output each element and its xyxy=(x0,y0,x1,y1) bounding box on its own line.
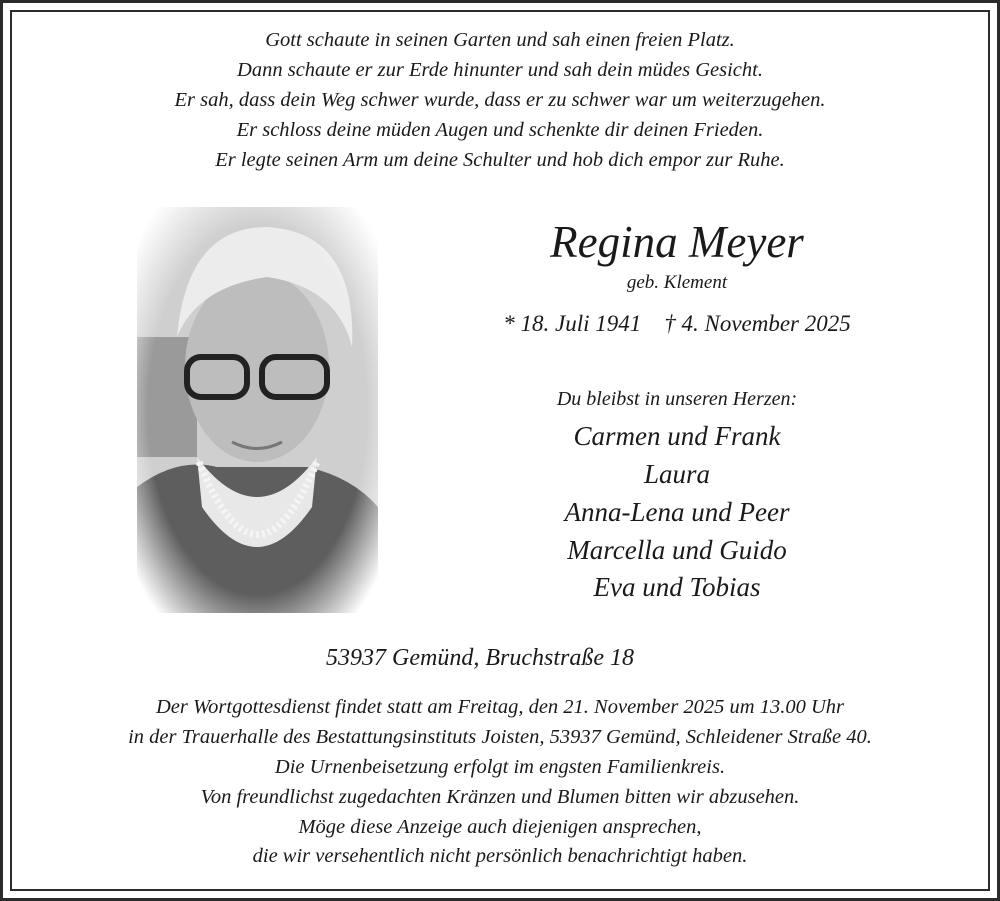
portrait-photo xyxy=(137,207,378,613)
poem-line: Er legte seinen Arm um deine Schulter und hob dich empor zur Ruhe. xyxy=(215,149,785,171)
info-line: Von freundlichst zugedachten Kränzen und Blumen bitten wir abzusehen. xyxy=(200,786,800,808)
info-line: Die Urnenbeisetzung erfolgt im engsten Familienkreis. xyxy=(274,756,726,778)
poem-line: Er schloss deine müden Augen und schenkte dir deinen Frieden. xyxy=(236,119,764,141)
poem-line: Er sah, dass dein Weg schwer wurde, dass er zu schwer war um weiterzugehen. xyxy=(174,89,826,111)
poem-line: Dann schaute er zur Erde hinunter und sah dein müdes Gesicht. xyxy=(237,59,763,81)
info-line: die wir versehentlich nicht persönlich benachrichtigt haben. xyxy=(252,845,748,867)
birth-name: geb. Klement xyxy=(626,272,728,293)
mourner: Anna-Lena und Peer xyxy=(564,497,790,527)
deceased-name: Regina Meyer xyxy=(550,217,804,267)
address: 53937 Gemünd, Bruchstraße 18 xyxy=(326,645,634,671)
info-line: Möge diese Anzeige auch diejenigen ansprechen, xyxy=(298,816,702,838)
info-line: in der Trauerhalle des Bestattungsinstituts Joisten, 53937 Gemünd, Schleidener Straße 40. xyxy=(128,726,872,748)
poem-line: Gott schaute in seinen Garten und sah einen freien Platz. xyxy=(265,29,735,51)
mourner: Carmen und Frank xyxy=(573,421,781,451)
mourners-heading: Du bleibst in unseren Herzen: xyxy=(556,388,798,410)
info-line: Der Wortgottesdienst findet statt am Freitag, den 21. November 2025 um 13.00 Uhr xyxy=(155,696,845,718)
mourner: Laura xyxy=(643,459,711,489)
mourner: Marcella und Guido xyxy=(567,535,787,565)
mourner: Eva und Tobias xyxy=(593,572,761,602)
life-dates: * 18. Juli 1941 † 4. November 2025 xyxy=(503,311,851,336)
